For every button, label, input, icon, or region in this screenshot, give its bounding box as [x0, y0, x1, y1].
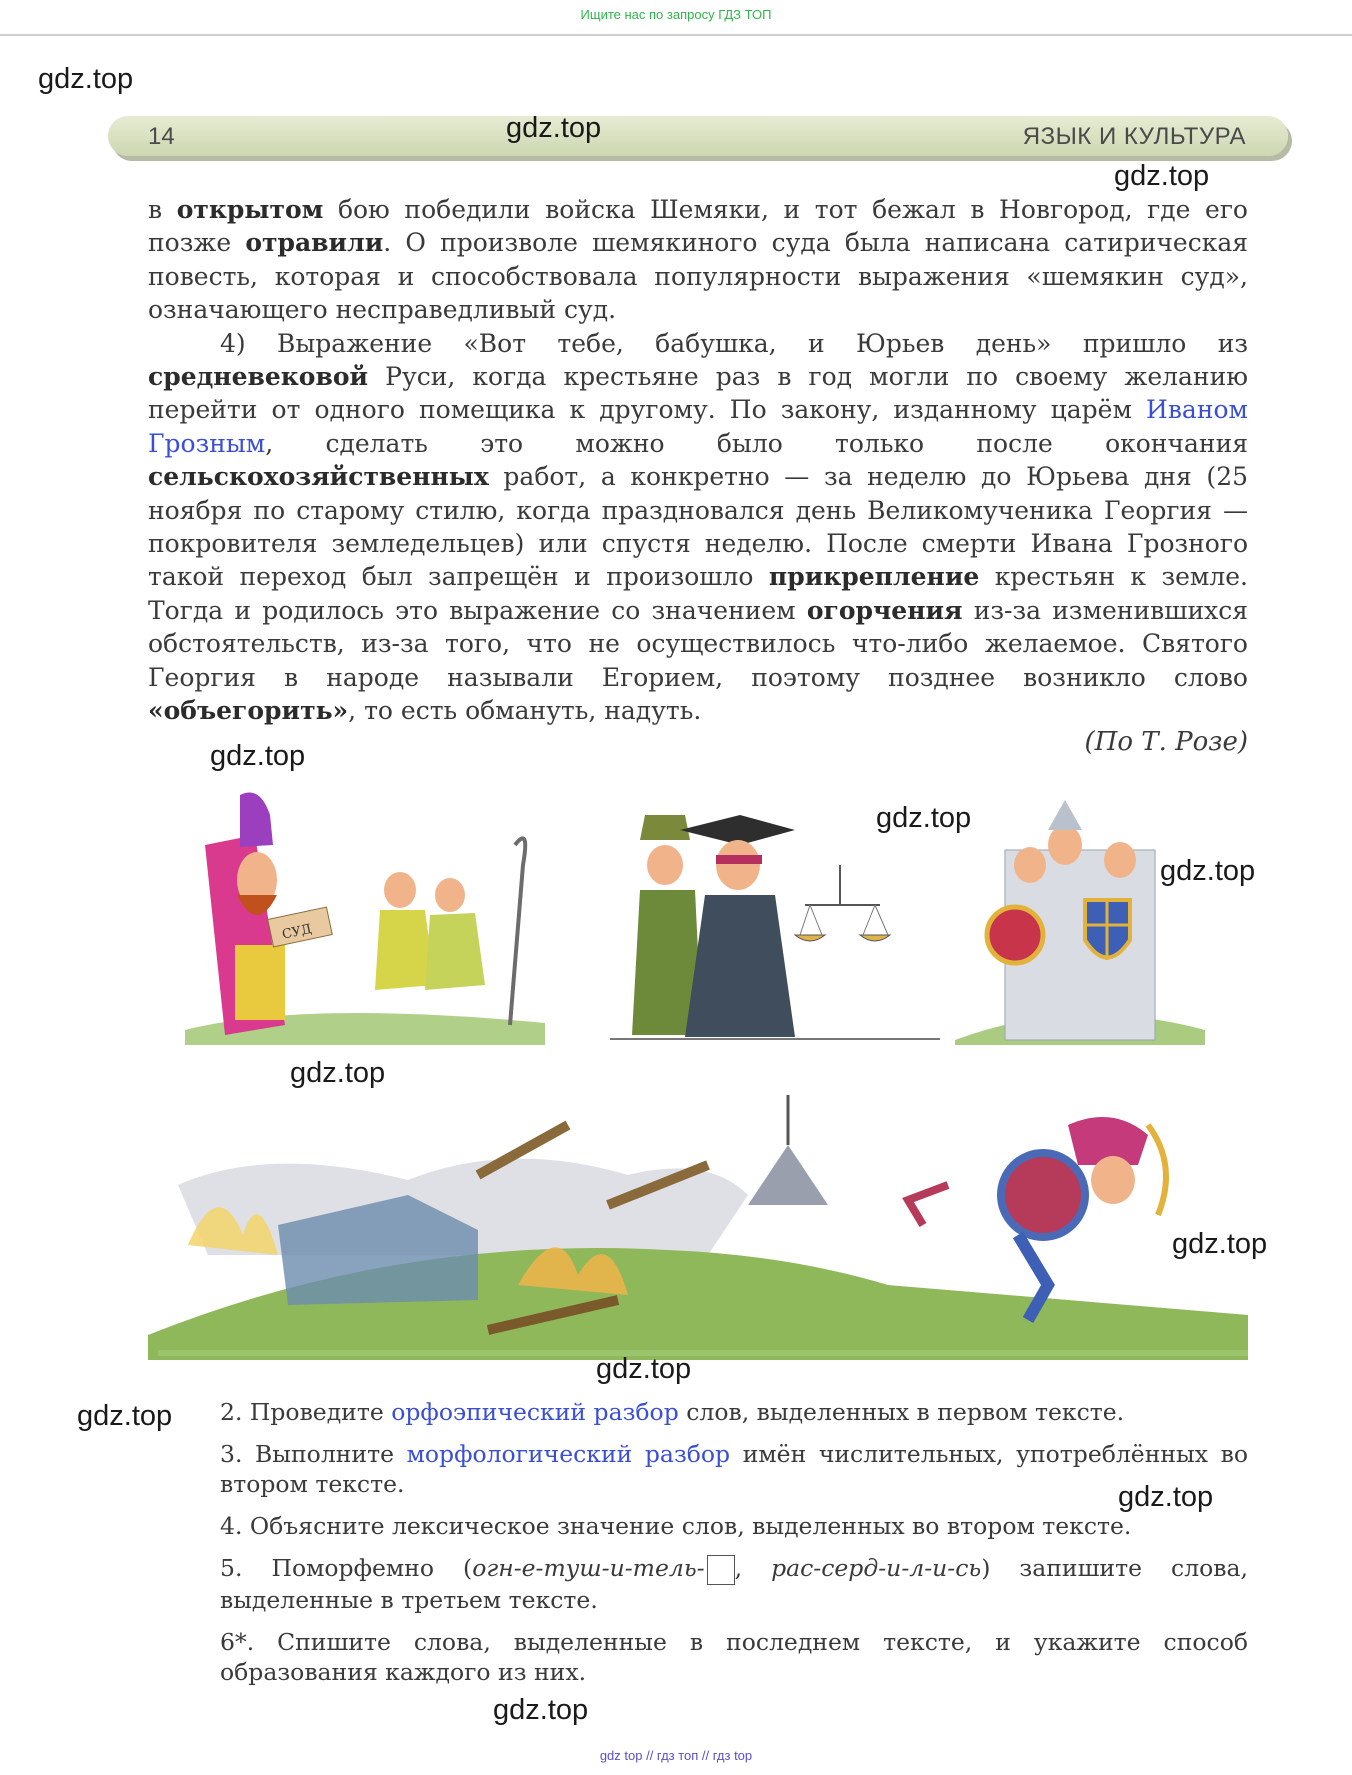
watermark: gdz.top: [1160, 855, 1256, 887]
orthoepic-analysis-link[interactable]: орфоэпический разбор: [391, 1398, 679, 1426]
author-attribution: (По Т. Розе): [1084, 727, 1248, 757]
section-title: ЯЗЫК И КУЛЬТУРА: [1022, 123, 1246, 150]
paragraph-1: в открытом бою победили войска Шемяки, и тот бежал в Новгород, где его позже отравили. О произволе шемякиного суда была написана сатирическая повесть, которая и способствовала популярности выражения «шемякин суд», означающего несправедливый суд.: [148, 195, 1248, 325]
illustration-burning-village: [148, 1085, 1248, 1360]
task-2: 2. Проведите орфоэпический разбор слов, выделенных в первом тексте.: [220, 1398, 1125, 1426]
task-5: 5. Поморфемно (огн-е-туш-и-тель- , рас-серд-и-л-и-сь) запишите слова, выделенные в третьем тексте.: [220, 1554, 1248, 1614]
watermark: gdz.top: [506, 112, 602, 144]
watermark: gdz.top: [77, 1400, 173, 1432]
paragraph-2: 4) Выражение «Вот тебе, бабушка, и Юрьев день» пришло из средневековой Руси, когда крестьяне раз в год могли по своему желанию перейти от одного помещика к другому. По закону, изданному царём Иваном Грозным, сделать это можно было только после окончания сельскохозяйственных работ, а конкретно — за неделю до Юрьева дня (25 ноября по старому стилю, когда праздновался день Великомученика Георгия — покровителя земледельцев) или спустя неделю. После смерти Ивана Грозного такой переход был запрещён и произошло прикрепление крестьян к земле. Тогда и родилось это выражение со значением огорчения из-за изменившихся обстоятельств, из-за того, что не осуществилось что-либо желаемое. Святого Георгия в народе называли Егорием, поэтому позднее возникло слово «объегорить», то есть обмануть, надуть.: [148, 328, 1248, 726]
watermark: gdz.top: [1114, 160, 1210, 192]
empty-ending-box: [707, 1555, 735, 1585]
page-header: [108, 116, 1288, 156]
watermark: gdz.top: [290, 1057, 386, 1089]
page-number: 14: [148, 123, 175, 150]
ivan-grozny-link[interactable]: Иваном Грозным: [148, 395, 1248, 458]
watermark: gdz.top: [210, 740, 306, 772]
top-banner-link[interactable]: Ищите нас по запросу ГДЗ ТОП: [580, 7, 772, 22]
main-text: [148, 193, 1248, 728]
watermark: gdz.top: [493, 1694, 589, 1726]
watermark: gdz.top: [38, 63, 134, 95]
illustration-judge-scales: [610, 805, 940, 1045]
watermark: gdz.top: [596, 1353, 692, 1385]
top-banner: [0, 0, 1352, 36]
task-3: 3. Выполните морфологический разбор имён числительных, употреблённых во втором тексте.: [220, 1440, 1248, 1498]
morphological-analysis-link[interactable]: морфологический разбор: [406, 1440, 731, 1468]
illustration-tower-warriors: [955, 790, 1205, 1045]
watermark: gdz.top: [1118, 1481, 1214, 1513]
footer: gdz top // гдз топ // гдз top: [599, 1748, 753, 1763]
illustration-boyar-peasants: [185, 785, 555, 1045]
task-6: 6*. Спишите слова, выделенные в последнем тексте, и укажите способ образования каждого из них.: [220, 1627, 1248, 1686]
watermark: gdz.top: [876, 802, 972, 834]
task-4: 4. Объясните лексическое значение слов, выделенных во втором тексте.: [220, 1512, 1132, 1540]
watermark: gdz.top: [1172, 1228, 1268, 1260]
illustration-sign: СУД: [280, 921, 314, 943]
tasks-list: [220, 1397, 1248, 1699]
